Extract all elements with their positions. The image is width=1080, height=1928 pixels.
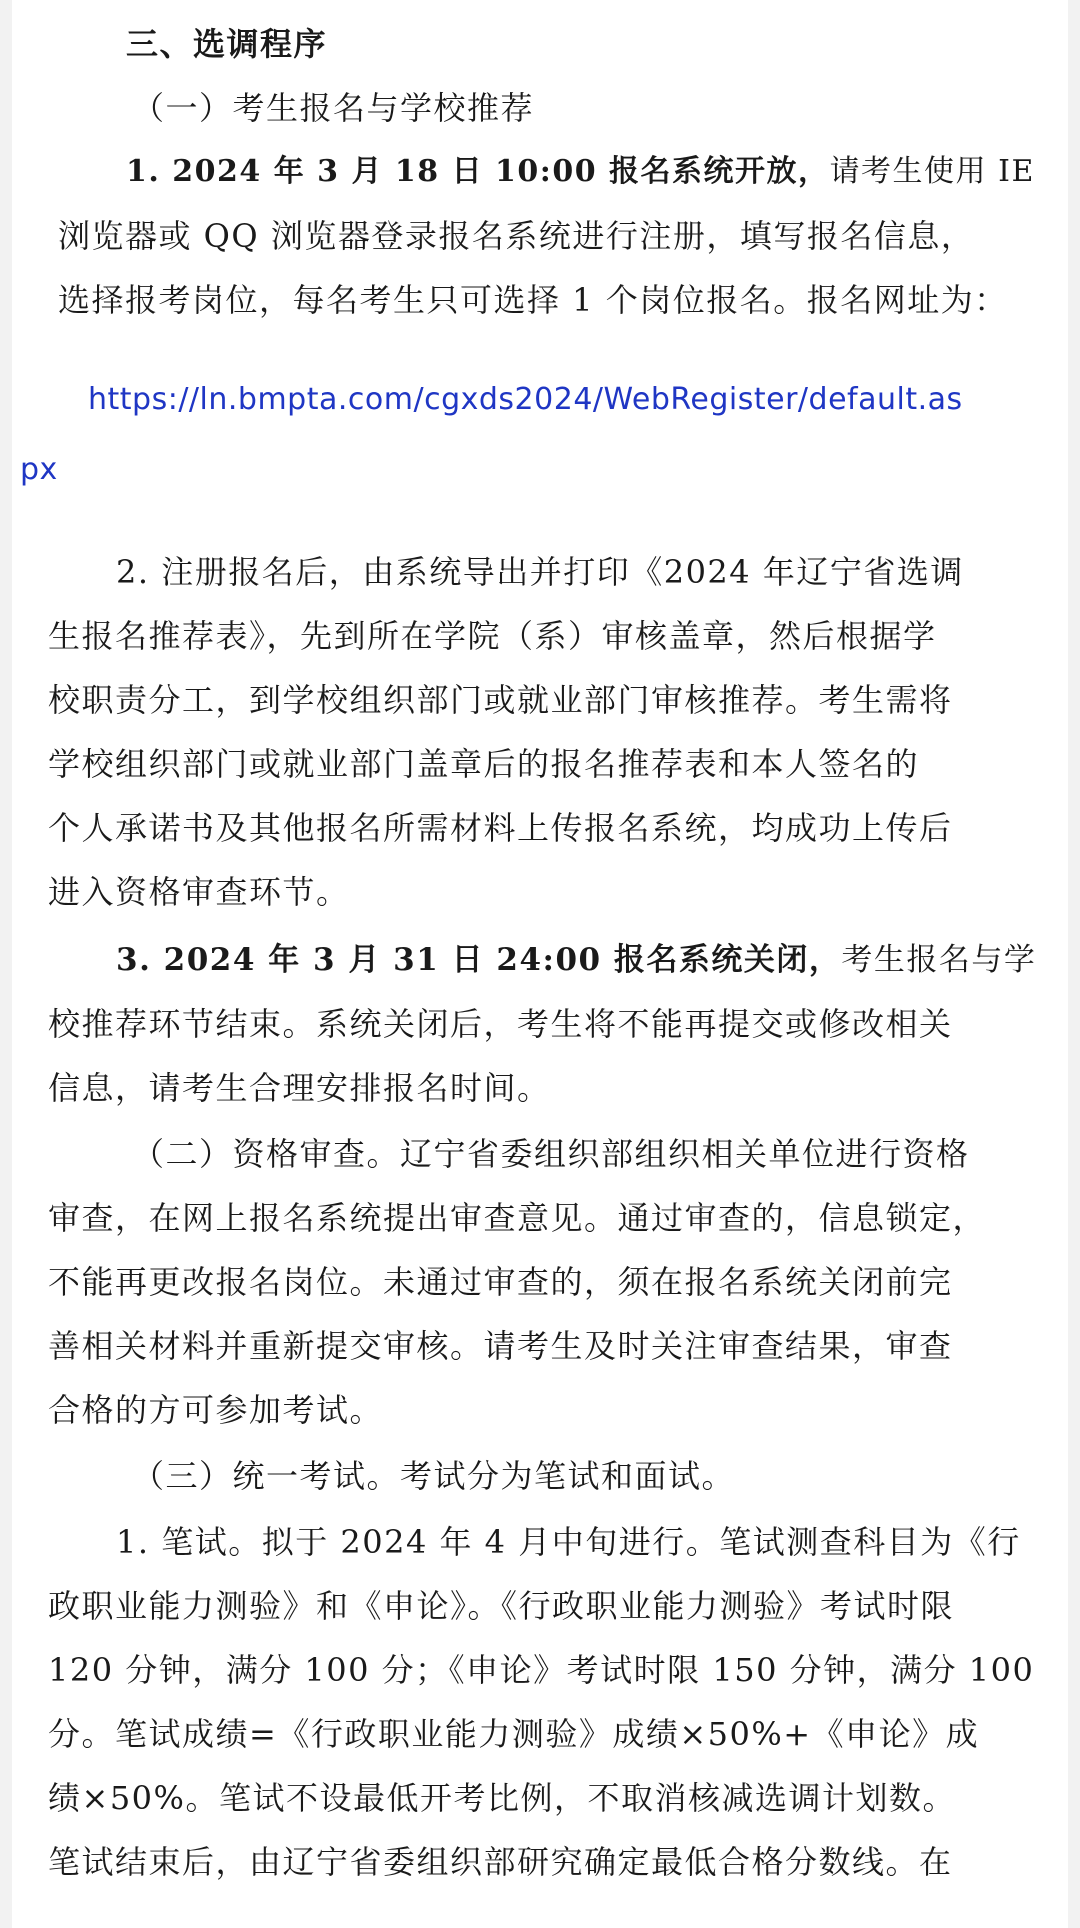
registration-url-line-2[interactable]: px [20, 452, 58, 487]
paragraph-2-line-3: 校职责分工，到学校组织部门或就业部门审核推荐。考生需将 [48, 681, 953, 719]
paragraph-3-rest: 考生报名与学 [841, 942, 1037, 978]
paragraph-1-line-3: 选择报考岗位，每名考生只可选择 1 个岗位报名。报名网址为： [58, 281, 1008, 319]
paragraph-2-line-2: 生报名推荐表》，先到所在学院（系）审核盖章，然后根据学 [48, 617, 937, 655]
exam-line-1: 1. 笔试。拟于 2024 年 4 月中旬进行。笔试测查科目为《行 [116, 1523, 1021, 1561]
exam-line-6: 笔试结束后，由辽宁省委组织部研究确定最低合格分数线。在 [48, 1843, 953, 1881]
paragraph-3-line-3: 信息，请考生合理安排报名时间。 [48, 1069, 551, 1107]
paragraph-1-rest: 请考生使用 IE [829, 154, 1035, 189]
subsection-2-line-1: （二）资格审查。辽宁省委组织部组织相关单位进行资格 [132, 1135, 970, 1173]
section-heading: 三、选调程序 [126, 25, 328, 63]
paragraph-3-bold: 3. 2024 年 3 月 31 日 24:00 报名系统关闭， [116, 942, 842, 978]
paragraph-1-bold: 1. 2024 年 3 月 18 日 10:00 报名系统开放， [126, 154, 830, 189]
document-page [12, 0, 1068, 1928]
exam-line-5: 绩×50%。笔试不设最低开考比例，不取消核减选调计划数。 [48, 1779, 956, 1817]
paragraph-3-line-2: 校推荐环节结束。系统关闭后，考生将不能再提交或修改相关 [48, 1005, 953, 1043]
subsection-1-title: （一）考生报名与学校推荐 [132, 89, 535, 127]
paragraph-1-line-2: 浏览器或 QQ 浏览器登录报名系统进行注册，填写报名信息， [58, 217, 975, 255]
subsection-2-line-2: 审查，在网上报名系统提出审查意见。通过审查的，信息锁定， [48, 1199, 987, 1237]
subsection-3-line-1: （三）统一考试。考试分为笔试和面试。 [132, 1457, 736, 1495]
paragraph-3-line-1 [116, 940, 1036, 980]
subsection-2-line-4: 善相关材料并重新提交审核。请考生及时关注审查结果，审查 [48, 1327, 953, 1365]
exam-line-2: 政职业能力测验》和《申论》。《行政职业能力测验》考试时限 [48, 1587, 955, 1625]
subsection-2-line-5: 合格的方可参加考试。 [48, 1391, 384, 1429]
subsection-2-line-3: 不能再更改报名岗位。未通过审查的，须在报名系统关闭前完 [48, 1263, 953, 1301]
paragraph-1-line-1 [126, 152, 1035, 192]
exam-line-3: 120 分钟，满分 100 分；《申论》考试时限 150 分钟，满分 100 [48, 1651, 1035, 1689]
paragraph-2-line-4: 学校组织部门或就业部门盖章后的报名推荐表和本人签名的 [48, 745, 920, 783]
paragraph-2-line-6: 进入资格审查环节。 [48, 873, 350, 911]
paragraph-2-line-5: 个人承诺书及其他报名所需材料上传报名系统，均成功上传后 [48, 809, 953, 847]
registration-url-line-1[interactable]: https://ln.bmpta.com/cgxds2024/WebRegister/default.as [88, 382, 963, 417]
exam-line-4: 分。笔试成绩=《行政职业能力测验》成绩×50%+《申论》成 [48, 1715, 980, 1753]
paragraph-2-line-1: 2. 注册报名后，由系统导出并打印《2024 年辽宁省选调 [116, 553, 964, 591]
